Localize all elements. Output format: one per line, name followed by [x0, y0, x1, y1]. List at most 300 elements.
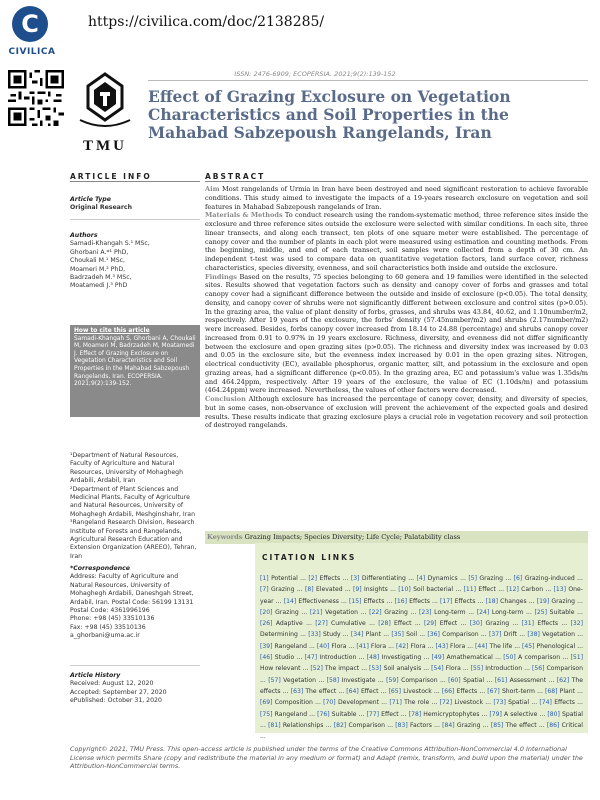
keywords-label: Keywords — [207, 533, 243, 541]
article-type-value: Original Research — [70, 204, 132, 212]
citation-link-number: [28] — [378, 620, 391, 628]
citation-link[interactable] — [284, 598, 349, 605]
citation-link[interactable] — [260, 654, 305, 661]
citation-link-title: Flora ... — [408, 642, 436, 650]
citation-link[interactable] — [386, 677, 448, 684]
citation-link[interactable] — [527, 631, 583, 638]
citation-link[interactable] — [308, 575, 350, 582]
citation-link[interactable] — [305, 654, 367, 661]
citation-link-title: Suitable ... — [329, 710, 367, 718]
citation-link[interactable] — [432, 654, 504, 661]
citation-link-title: Effect ... — [379, 710, 409, 718]
article-history-block — [70, 672, 200, 706]
citation-link-number: [23] — [419, 608, 432, 616]
citation-link-title: Phenological ... — [534, 642, 584, 650]
citation-link-number: [2] — [308, 575, 318, 582]
citation-link-number: [49] — [431, 654, 445, 662]
citation-link-title: Effect ... — [436, 620, 470, 628]
citation-link[interactable] — [440, 699, 494, 706]
citation-link-number: [11] — [463, 586, 477, 594]
citation-link-number: [68] — [545, 687, 558, 695]
citation-link-number: [36] — [427, 631, 440, 639]
citation-link[interactable] — [351, 631, 391, 638]
citation-link[interactable] — [308, 631, 351, 638]
citation-link[interactable] — [369, 665, 431, 672]
citation-link-number: [10] — [398, 586, 411, 594]
citation-link-number: [15] — [349, 597, 362, 605]
author-item: Moatamedi J.³ PhD — [70, 282, 128, 290]
citation-link-title: Differentiating ... — [359, 575, 417, 582]
citation-link-number: [27] — [315, 620, 328, 628]
citation-link[interactable] — [260, 575, 308, 582]
citation-link-number: [65] — [388, 687, 402, 695]
citation-link-number: [29] — [423, 620, 437, 628]
citation-link-number: [82] — [333, 721, 347, 729]
citation-link-title: Grazing ... — [268, 586, 305, 594]
citation-link-number: [1] — [260, 575, 269, 582]
citation-link[interactable] — [537, 598, 583, 605]
citation-link-title: Livestock ... — [401, 687, 442, 695]
citation-link-title: Plant ... — [557, 687, 583, 695]
citation-link[interactable] — [485, 598, 536, 605]
citation-link-number: [22] — [369, 608, 382, 616]
citation-link[interactable] — [475, 643, 522, 650]
citation-link[interactable] — [260, 699, 323, 706]
citation-link[interactable] — [522, 643, 583, 650]
citation-link-number: [58] — [326, 676, 340, 684]
citation-link-title: Suitable ... — [546, 608, 583, 616]
citation-link-title: Effects ... — [317, 575, 351, 582]
citation-link[interactable] — [419, 609, 477, 616]
author-item: Ghorbani A.*¹ PhD, — [70, 248, 129, 256]
citation-link-title: Effects ... — [452, 597, 486, 605]
citation-link-title: Short-term ... — [499, 687, 546, 695]
abstract-body — [205, 185, 588, 430]
article-type-block — [70, 196, 200, 213]
citation-link-title: Composition ... — [272, 699, 324, 707]
article-info-rule — [70, 181, 200, 182]
citation-link-title: Spatial ... — [505, 699, 540, 707]
citation-link-number: [69] — [260, 699, 273, 707]
citation-link[interactable] — [427, 631, 489, 638]
citation-link-number: [64] — [346, 687, 359, 695]
how-to-cite-heading: How to cite this article — [74, 328, 150, 334]
citation-link-title: Comparison ... — [398, 676, 449, 684]
citation-link[interactable] — [260, 586, 305, 593]
correspondence-email[interactable]: a_ghorbani@uma.ac.ir — [70, 632, 140, 640]
citation-link-number: [21] — [309, 608, 323, 616]
citation-link-title: Soil ... — [403, 631, 428, 639]
citation-link-number: [32] — [570, 620, 583, 628]
citation-link-title: Grazing ... — [272, 608, 310, 616]
citation-link-title: Comparison ... — [346, 721, 396, 729]
citation-link[interactable] — [389, 699, 439, 706]
aim-label: Aim — [205, 185, 220, 193]
citation-link-title: Development ... — [335, 699, 390, 707]
conclusion-text: Although exclosure has increased the percentage of canopy cover, density, and diversity of species, but in some cases, non-observance of exclusion will prevent the achievement of the expected goals and desired results. These results indicate that grazing exclosure plays a crucial role in vegetation recovery and soil protection of destroyed rangelands. — [205, 395, 588, 430]
citation-link-title: Critical ... — [260, 721, 583, 741]
citation-link[interactable] — [315, 620, 378, 627]
citation-link-number: [48] — [366, 654, 380, 662]
citation-link[interactable] — [291, 688, 347, 695]
citation-link[interactable] — [310, 665, 369, 672]
citation-link-number: [33] — [308, 631, 321, 639]
citation-link-number: [9] — [353, 586, 362, 594]
citation-link-title: Effect ... — [390, 620, 424, 628]
citation-link-number: [31] — [521, 620, 535, 628]
document-url[interactable]: https://civilica.com/doc/2138285/ — [88, 14, 325, 30]
citation-link-title: Assessment ... — [507, 676, 557, 684]
citation-link-title: Grazing ... — [381, 608, 419, 616]
citation-link-number: [37] — [488, 631, 502, 639]
citation-link-title: Vegetation ... — [539, 631, 584, 639]
article-history-label: Article History — [70, 672, 121, 679]
methods-label: Materials & Methods — [205, 211, 283, 220]
findings-label: Findings — [205, 272, 237, 281]
citation-link-title: Grazing-induced ... — [522, 575, 583, 582]
tmu-logo-text: TMU — [83, 138, 127, 154]
citation-link-title: Determining ... — [260, 631, 309, 639]
abstract-methods — [205, 211, 588, 272]
citation-link-number: [77] — [366, 710, 380, 718]
author-item: Badrzadeh M.³ MSc, — [70, 274, 132, 282]
citation-link[interactable] — [396, 643, 436, 650]
citation-link-title: How relevant ... — [260, 665, 311, 673]
citation-link-title: Insights ... — [361, 586, 399, 594]
citation-link-number: [66] — [441, 687, 455, 695]
citation-link-number: [85] — [490, 721, 504, 729]
citation-link[interactable] — [317, 643, 357, 650]
citation-link-title: Flora ... — [443, 665, 471, 673]
citation-link-title: Long-term ... — [489, 608, 535, 616]
citation-link-number: [47] — [304, 654, 318, 662]
citation-link[interactable] — [431, 665, 471, 672]
citation-link-title: The impact ... — [322, 665, 370, 673]
citation-link[interactable] — [260, 711, 317, 718]
citation-link-title: Flora ... — [368, 642, 396, 650]
author-item: Moameri M.² PhD, — [70, 265, 126, 273]
citation-link[interactable] — [448, 677, 495, 684]
citation-link-number: [19] — [536, 597, 550, 605]
conclusion-label: Conclusion — [205, 395, 246, 403]
citation-link-title: Effects ... — [407, 597, 440, 605]
citation-link-title: Effects ... — [551, 699, 583, 707]
citation-link-number: [63] — [290, 687, 304, 695]
citation-link[interactable] — [395, 722, 442, 729]
citation-link[interactable] — [471, 665, 532, 672]
citation-link-title: A comparison ... — [515, 654, 571, 662]
citation-link[interactable] — [260, 609, 310, 616]
citation-link-number: [73] — [493, 699, 506, 707]
citation-link-title: Plant ... — [363, 631, 392, 639]
citation-link-title: Effects ... — [534, 620, 571, 628]
citation-link[interactable] — [493, 699, 539, 706]
affiliation-item: ²Department of Plant Sciences and Medicinal Plants, Faculty of Agriculture and Natural Resources, University of Mohaghegh Ardabili, Meshginshahr, Iran — [70, 485, 195, 518]
tmu-emblem — [72, 70, 138, 136]
citation-link[interactable] — [487, 688, 545, 695]
citation-links-list — [260, 573, 583, 742]
citation-link-number: [38] — [527, 631, 540, 639]
civilica-logo[interactable] — [4, 6, 56, 62]
citation-link-number: [57] — [268, 676, 281, 684]
copyright-notice: Copyright© 2021, TMU Press. This open-access article is published under the terms of the Creative Commons Attribution-NonCommercial 4.0 International License which permits Share (copy and redistribute the material in any medium or format) and Adapt (remix, transform, and build upon the material) under the Attribution-NonCommercial terms. — [70, 745, 583, 771]
citation-link[interactable] — [305, 586, 353, 593]
citation-link-title: The role ... — [401, 699, 440, 707]
citation-link-number: [83] — [395, 721, 408, 729]
citation-link-title: Factors ... — [407, 721, 443, 729]
citation-link-title: Drift ... — [501, 631, 528, 639]
affiliation-item: ¹Department of Natural Resources, Faculty of Agriculture and Natural Resources, University of Mohaghegh Ardabili, Ardabil, Iran — [70, 452, 183, 485]
citation-link[interactable] — [435, 643, 475, 650]
citation-link[interactable] — [310, 609, 369, 616]
citation-link-number: [56] — [531, 665, 545, 673]
citation-link-title: Soil bacterial ... — [410, 586, 464, 594]
citation-link-title: One-year ... — [260, 586, 583, 605]
citation-link-number: [52] — [310, 665, 323, 673]
citation-link-title: Dynamics ... — [425, 575, 469, 582]
citation-link[interactable] — [442, 688, 487, 695]
citation-link-number: [55] — [470, 665, 484, 673]
citation-link[interactable] — [367, 654, 432, 661]
citation-link-title: Potential ... — [268, 575, 309, 582]
citation-link-title: Effect ... — [358, 687, 389, 695]
citation-link-number: [45] — [522, 642, 535, 650]
citation-link-title: Introduction ... — [483, 665, 532, 673]
citation-link-title: Amathematical ... — [444, 654, 504, 662]
citation-link-title: Grazing ... — [454, 721, 491, 729]
citation-link-number: [43] — [435, 642, 448, 650]
citation-link-number: [5] — [468, 575, 477, 582]
affiliation-item: ³Rangeland Research Division, Research Institute of Forests and Rangelands, Agricultural Research Education and Extension Organization (AREEO), Tehran, Iran — [70, 519, 197, 560]
citation-link[interactable] — [506, 586, 553, 593]
citation-link-number: [46] — [260, 654, 273, 662]
history-rule — [70, 665, 200, 666]
citation-link-number: [53] — [369, 665, 382, 673]
citation-link-number: [71] — [389, 699, 402, 707]
citation-link[interactable] — [477, 609, 535, 616]
citation-link[interactable] — [353, 586, 398, 593]
citation-link-number: [8] — [304, 586, 314, 594]
citation-link-number: [70] — [323, 699, 336, 707]
abstract-aim — [205, 185, 588, 211]
keywords-text: Grazing Impacts; Species Diversity; Life Cycle; Palatability class — [244, 533, 461, 541]
citation-link-title: Studio ... — [272, 654, 305, 662]
citation-link-number: [7] — [260, 586, 269, 594]
citation-link-number: [76] — [317, 710, 330, 718]
citation-link-title: Changes ... — [498, 597, 537, 605]
citation-link-number: [40] — [316, 642, 330, 650]
civilica-logo-text: CIVILICA — [8, 47, 56, 57]
correspondence-address: Address: Faculty of Agriculture and Natural Resources, University of Mohaghegh Ardabili, Daneshgah Street, Ardabil, Iran. Postal Code: 56199 13131 — [70, 573, 194, 606]
citation-link[interactable] — [534, 609, 583, 616]
citation-link-title: Cumulative ... — [327, 620, 379, 628]
citation-link-title: Vegetation ... — [280, 676, 327, 684]
received-date: Received: August 12, 2020 — [70, 680, 154, 688]
citation-link-title: Investigating ... — [379, 654, 432, 662]
citation-link-number: [74] — [539, 699, 552, 707]
citation-link-number: [81] — [268, 721, 281, 729]
correspondence-fax: Fax: +98 (45) 33510136 — [70, 623, 146, 631]
citation-link[interactable] — [334, 722, 396, 729]
citation-link-number: [20] — [260, 608, 273, 616]
citation-link-number: [30] — [469, 620, 483, 628]
citation-link-number: [6] — [513, 575, 523, 582]
citation-link[interactable] — [470, 620, 522, 627]
citation-link-title: Rangeland ... — [272, 710, 318, 718]
citation-link-title: Soil analysis ... — [381, 665, 432, 673]
citation-link-title: Flora ... — [448, 642, 476, 650]
citation-link-title: Long-term ... — [431, 608, 477, 616]
citation-link-title: Elevated ... — [313, 586, 354, 594]
civilica-logo-mark: C — [21, 10, 39, 38]
citation-link-title: Vegetation ... — [322, 608, 370, 616]
citation-link-number: [13] — [553, 586, 567, 594]
aim-text: Most rangelands of Urmia in Iran have been destroyed and need significant restoration to achieve favorable conditions. This study aimed to investigate the impacts of a 19-years research exclosure on vegetation and soil features in Mahabad Sabzepoush rangelands of Iran. — [205, 185, 588, 211]
citation-link[interactable] — [260, 643, 317, 650]
abstract-findings — [205, 273, 588, 396]
citation-link-number: [67] — [487, 687, 500, 695]
citation-link-number: [86] — [546, 721, 560, 729]
citation-link-title: Effects ... — [454, 687, 488, 695]
citation-link[interactable] — [395, 598, 440, 605]
citation-link-number: [84] — [442, 721, 455, 729]
citation-link-number: [25] — [534, 608, 547, 616]
tmu-logo — [72, 70, 138, 156]
citation-link[interactable] — [356, 643, 396, 650]
article-info-heading: ARTICLE INFO — [70, 172, 152, 181]
citation-link[interactable] — [323, 699, 389, 706]
citation-link[interactable] — [409, 711, 490, 718]
citation-link[interactable] — [440, 598, 485, 605]
citation-link[interactable] — [489, 711, 547, 718]
citation-link-number: [62] — [556, 676, 570, 684]
citation-link[interactable] — [346, 688, 388, 695]
citation-link[interactable] — [349, 598, 394, 605]
citation-link[interactable] — [442, 722, 491, 729]
citation-link-number: [50] — [503, 654, 516, 662]
citation-link-number: [72] — [439, 699, 453, 707]
citation-link[interactable] — [398, 586, 463, 593]
citation-link-number: [75] — [260, 710, 273, 718]
article-type-label: Article Type — [70, 196, 111, 203]
correspondence-phone: Phone: +98 (45) 33510136 — [70, 615, 155, 623]
citation-link-number: [80] — [547, 710, 560, 718]
citation-link-title: Hemicryptophytes ... — [421, 710, 490, 718]
article-type-rule — [70, 219, 200, 220]
citation-link-number: [41] — [356, 642, 369, 650]
citation-link-number: [17] — [440, 597, 453, 605]
citation-link[interactable] — [260, 620, 315, 627]
citation-link-title: Introduction ... — [317, 654, 367, 662]
author-item: Choukali M.¹ MSc, — [70, 257, 126, 265]
citation-link-title: Relationships ... — [280, 721, 334, 729]
authors-label: Authors — [70, 232, 98, 239]
citation-link-title: Rangeland ... — [272, 642, 317, 650]
citation-link[interactable] — [351, 575, 417, 582]
citation-link[interactable] — [369, 609, 419, 616]
citation-link[interactable] — [495, 677, 557, 684]
qr-code — [8, 70, 64, 126]
author-item: Samadi-Khangah S.¹ MSc, — [70, 240, 150, 248]
citation-link-title: Effectiveness ... — [296, 597, 350, 605]
citation-link-number: [14] — [283, 597, 297, 605]
citation-link[interactable] — [268, 677, 326, 684]
citation-link-number: [18] — [485, 597, 498, 605]
citation-link-title: Flora ... — [329, 642, 357, 650]
citation-link-title: Spatial ... — [460, 676, 495, 684]
citation-link-title: Grazing ... — [482, 620, 522, 628]
citation-link[interactable] — [417, 575, 469, 582]
citation-link[interactable] — [464, 586, 507, 593]
citation-link[interactable] — [389, 688, 442, 695]
citation-link-title: Spatial ... — [260, 710, 583, 729]
citation-link-number: [39] — [260, 642, 273, 650]
citation-link-number: [59] — [386, 676, 399, 684]
correspondence-block — [70, 565, 200, 641]
journal-issn-line: ISSN: 2476-6909; ECOPERSIA. 2021;9(2):139-152 — [234, 70, 396, 78]
how-to-cite-box — [70, 325, 200, 417]
citation-link[interactable] — [522, 620, 571, 627]
accepted-date: Accepted: September 27, 2020 — [70, 688, 167, 696]
citation-link[interactable] — [468, 575, 513, 582]
citation-link[interactable] — [378, 620, 424, 627]
citation-link-number: [60] — [448, 676, 461, 684]
citation-link[interactable] — [367, 711, 409, 718]
citation-link-title: The effect ... — [303, 687, 347, 695]
citation-link-number: [16] — [394, 597, 408, 605]
citation-links-heading: CITATION LINKS — [262, 553, 357, 562]
citation-link-number: [34] — [350, 631, 364, 639]
citation-link-number: [42] — [395, 642, 409, 650]
citation-link-title: Carbon ... — [518, 586, 554, 594]
citation-link-title: Effect ... — [476, 586, 507, 594]
citation-link[interactable] — [545, 688, 583, 695]
citation-link[interactable] — [391, 631, 427, 638]
citation-link-title: Study ... — [320, 631, 351, 639]
citation-link-number: [35] — [391, 631, 404, 639]
correspondence-label: *Correspondence — [70, 565, 130, 572]
methods-text: To conduct research using the random-systematic method, three reference sites inside the exclosure and three reference sites outside the exclosure were selected with similar conditions. In each site, three linear transects, and along each transect, ten plots of one square meter were established. The percentage of canopy cover and the number of plants in each plot were measured using estimation and counting methods. From the beginning, middle, and end of each transect, soil samples were collected from a depth of 30 cm. An independent t-test was used to compare data on quantitative vegetation factors, land surface cover, richness characteristics, species diversity, evenness, and soil characteristics both inside and outside the exclosure. — [205, 211, 588, 272]
citation-link[interactable] — [503, 654, 570, 661]
citation-link-number: [54] — [431, 665, 444, 673]
citation-link[interactable] — [424, 620, 470, 627]
citation-link-title: Comparison ... — [260, 665, 583, 684]
citation-link-number: [78] — [408, 710, 422, 718]
citation-link-title: The effect ... — [503, 721, 547, 729]
epublished-date: ePublished: October 31, 2020 — [70, 697, 162, 705]
citation-link[interactable] — [268, 722, 334, 729]
header-divider — [148, 80, 588, 81]
citation-link-number: [79] — [489, 710, 502, 718]
paper-title: Effect of Grazing Exclosure on Vegetation Characteristics and Soil Properties in the Mahabad Sabzepoush Rangelands, Iran — [148, 87, 511, 142]
citation-link-title: Adaptive ... — [272, 620, 316, 628]
citation-link[interactable] — [317, 711, 366, 718]
citation-link-title: Grazing ... — [549, 597, 583, 605]
citation-link-number: [3] — [350, 575, 360, 582]
citation-link[interactable] — [327, 677, 387, 684]
citation-link[interactable] — [489, 631, 527, 638]
citation-link[interactable] — [539, 699, 583, 706]
citation-link[interactable] — [514, 575, 583, 582]
abstract-conclusion — [205, 395, 588, 430]
citation-link-title: Grazing ... — [476, 575, 514, 582]
citation-link-number: [12] — [506, 586, 519, 594]
correspondence-postal-code: Postal Code: 4361996196 — [70, 607, 150, 615]
citation-link[interactable] — [491, 722, 547, 729]
citation-link-number: [61] — [494, 676, 508, 684]
citation-link-title: The effects ... — [260, 676, 584, 695]
affiliations-block — [70, 452, 200, 561]
